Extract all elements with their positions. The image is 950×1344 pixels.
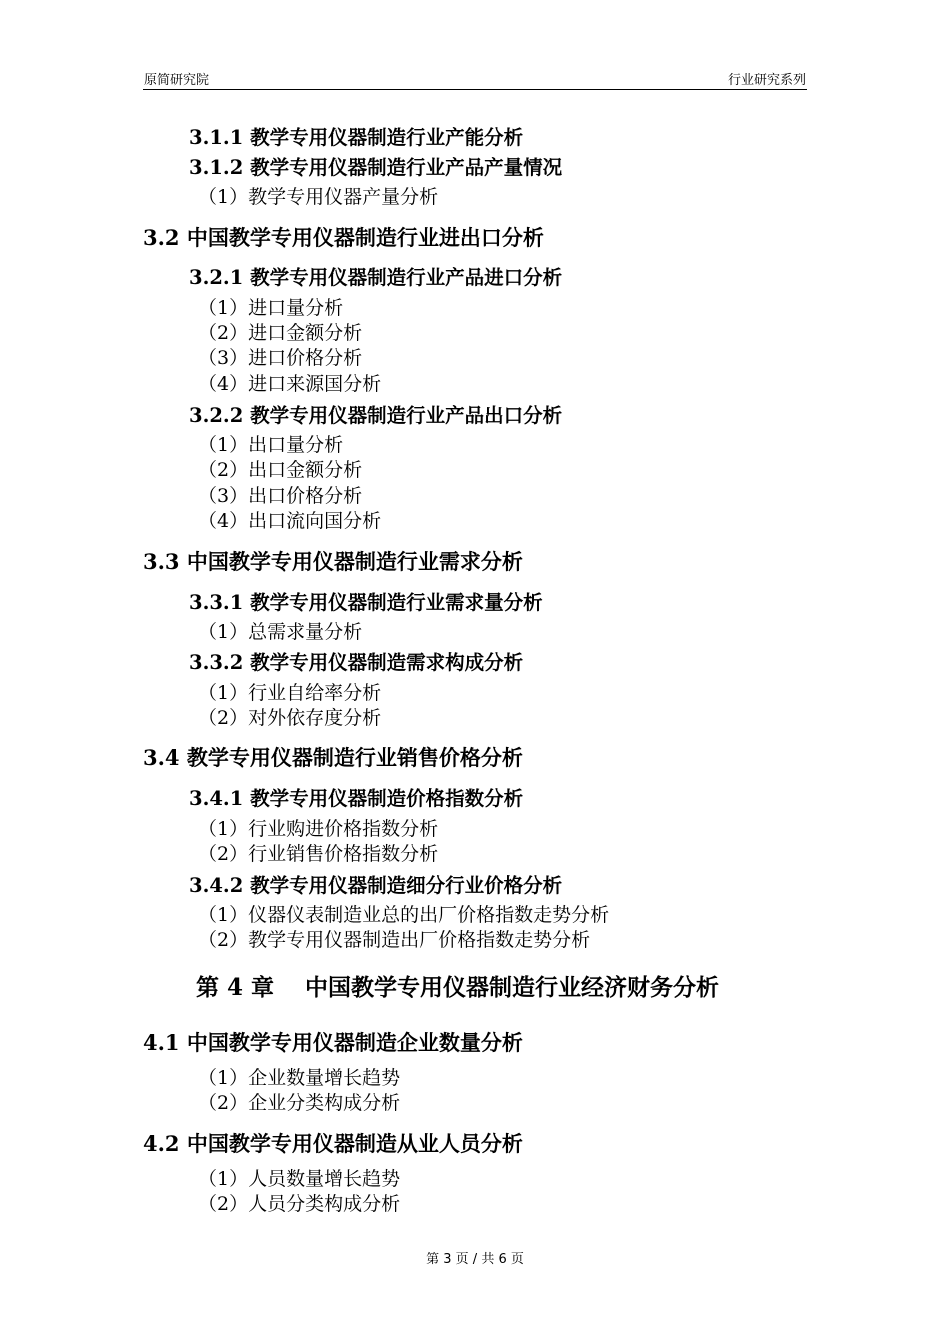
toc-heading-3: 3.3.1 教学专用仪器制造行业需求量分析 <box>189 591 543 614</box>
toc-item: （1）企业数量增长趋势 <box>198 1067 401 1089</box>
header-series: 行业研究系列 <box>727 73 806 88</box>
page-header <box>143 67 807 90</box>
toc-item: （2）进口金额分析 <box>198 322 363 344</box>
header-publisher: 原简研究院 <box>144 73 210 88</box>
toc-item: （2）对外依存度分析 <box>198 707 382 729</box>
toc-item: （1）行业购进价格指数分析 <box>198 818 439 840</box>
toc-item: （1）进口量分析 <box>198 297 344 319</box>
toc-heading-2: 4.2 中国教学专用仪器制造从业人员分析 <box>143 1131 523 1156</box>
toc-item: （2）人员分类构成分析 <box>198 1193 401 1215</box>
toc-item: （2）教学专用仪器制造出厂价格指数走势分析 <box>198 929 591 951</box>
toc-heading-2: 3.4 教学专用仪器制造行业销售价格分析 <box>143 745 523 770</box>
toc-item: （1）教学专用仪器产量分析 <box>198 186 439 208</box>
toc-item: （2）行业销售价格指数分析 <box>198 843 439 865</box>
toc-item: （4）出口流向国分析 <box>198 510 382 532</box>
toc-item: （2）企业分类构成分析 <box>198 1092 401 1114</box>
toc-heading-3: 3.4.2 教学专用仪器制造细分行业价格分析 <box>189 874 563 897</box>
toc-item: （1）出口量分析 <box>198 434 344 456</box>
toc-item: （1）行业自给率分析 <box>198 682 382 704</box>
toc-heading-3: 3.2.2 教学专用仪器制造行业产品出口分析 <box>189 404 563 427</box>
toc-item: （1）人员数量增长趋势 <box>198 1168 401 1190</box>
toc-item: （3）出口价格分析 <box>198 485 363 507</box>
toc-heading-2: 4.1 中国教学专用仪器制造企业数量分析 <box>143 1030 523 1055</box>
toc-heading-3: 3.1.2 教学专用仪器制造行业产品产量情况 <box>189 156 563 179</box>
toc-chapter-title: 第 4 章 中国教学专用仪器制造行业经济财务分析 <box>196 974 720 1001</box>
toc-heading-3: 3.1.1 教学专用仪器制造行业产能分析 <box>189 126 524 149</box>
toc-heading-3: 3.2.1 教学专用仪器制造行业产品进口分析 <box>189 266 563 289</box>
toc-item: （3）进口价格分析 <box>198 347 363 369</box>
toc-item: （2）出口金额分析 <box>198 459 363 481</box>
toc-item: （4）进口来源国分析 <box>198 373 382 395</box>
toc-item: （1）仪器仪表制造业总的出厂价格指数走势分析 <box>198 904 610 926</box>
toc-item: （1）总需求量分析 <box>198 621 363 643</box>
toc-heading-3: 3.3.2 教学专用仪器制造需求构成分析 <box>189 651 524 674</box>
toc-heading-2: 3.2 中国教学专用仪器制造行业进出口分析 <box>143 225 544 250</box>
toc-heading-2: 3.3 中国教学专用仪器制造行业需求分析 <box>143 549 523 574</box>
toc-heading-3: 3.4.1 教学专用仪器制造价格指数分析 <box>189 787 524 810</box>
page-number: 第 3 页 / 共 6 页 <box>426 1252 524 1267</box>
